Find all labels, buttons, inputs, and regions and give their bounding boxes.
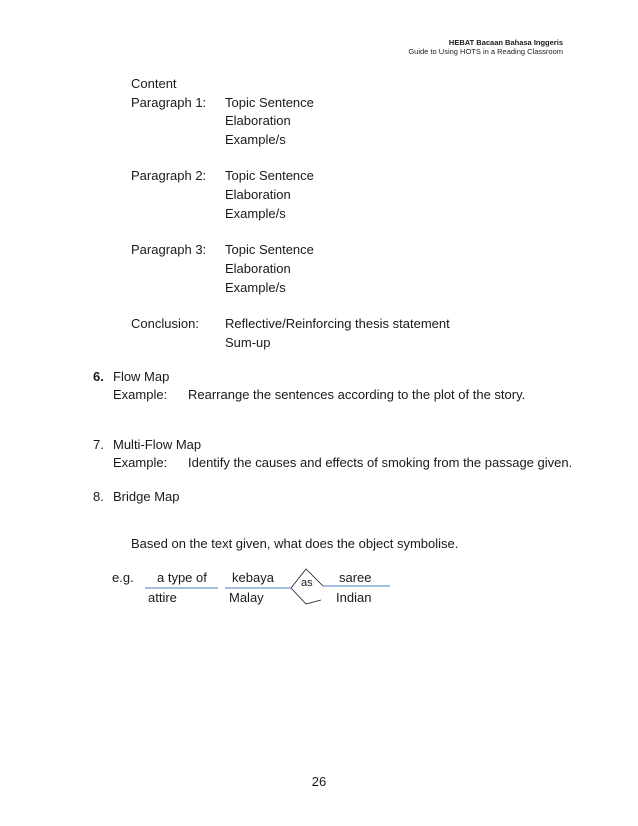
header-title: HEBAT Bacaan Bahasa Inggeris (448, 38, 563, 47)
paragraph-1-label: Paragraph 1: (131, 95, 207, 110)
section-8-number: 8. (93, 489, 104, 504)
paragraph-1-item-2: Elaboration (225, 113, 291, 128)
paragraph-1-item-1: Topic Sentence (225, 95, 314, 110)
section-8-title: Bridge Map (113, 489, 180, 504)
section-6-title: Flow Map (113, 369, 170, 384)
conclusion-item-1: Reflective/Reinforcing thesis statement (225, 316, 450, 331)
page-number: 26 (311, 774, 327, 789)
paragraph-2-label: Paragraph 2: (131, 168, 207, 183)
section-7-title: Multi-Flow Map (113, 437, 202, 452)
bridge-relating-factor-top: a type of (157, 570, 207, 585)
conclusion-item-2: Sum-up (225, 335, 271, 350)
section-6-number: 6. (93, 369, 104, 384)
section-7-example-text: Identify the causes and effects of smoking from the passage given. (188, 455, 573, 470)
paragraph-2-item-2: Elaboration (225, 187, 291, 202)
paragraph-1-item-3: Example/s (225, 132, 286, 147)
bridge-connector-arc-lower (291, 588, 321, 604)
section-7-example-label: Example: (113, 455, 168, 470)
bridge-eg-prefix: e.g. (112, 570, 134, 585)
paragraph-3-item-3: Example/s (225, 280, 286, 295)
bridge-pair-2-bottom: Indian (336, 590, 372, 605)
paragraph-3-item-1: Topic Sentence (225, 242, 314, 257)
section-7-number: 7. (93, 437, 104, 452)
conclusion-label: Conclusion: (131, 316, 199, 331)
section-6-example-label: Example: (113, 387, 168, 402)
paragraph-2-item-3: Example/s (225, 206, 286, 221)
section-6-example-text: Rearrange the sentences according to the plot of the story. (188, 387, 526, 402)
paragraph-2-item-1: Topic Sentence (225, 168, 314, 183)
bridge-pair-2-top: saree (339, 570, 372, 585)
content-heading: Content (131, 76, 177, 91)
bridge-pair-1-top: kebaya (232, 570, 274, 585)
header-subtitle: Guide to Using HOTS in a Reading Classroom (408, 47, 563, 56)
paragraph-3-item-2: Elaboration (225, 261, 291, 276)
paragraph-3-label: Paragraph 3: (131, 242, 207, 257)
bridge-connector-as: as (301, 577, 313, 589)
section-8-instruction: Based on the text given, what does the object symbolise. (131, 536, 459, 551)
bridge-pair-1-bottom: Malay (229, 590, 264, 605)
bridge-relating-factor-bottom: attire (148, 590, 177, 605)
